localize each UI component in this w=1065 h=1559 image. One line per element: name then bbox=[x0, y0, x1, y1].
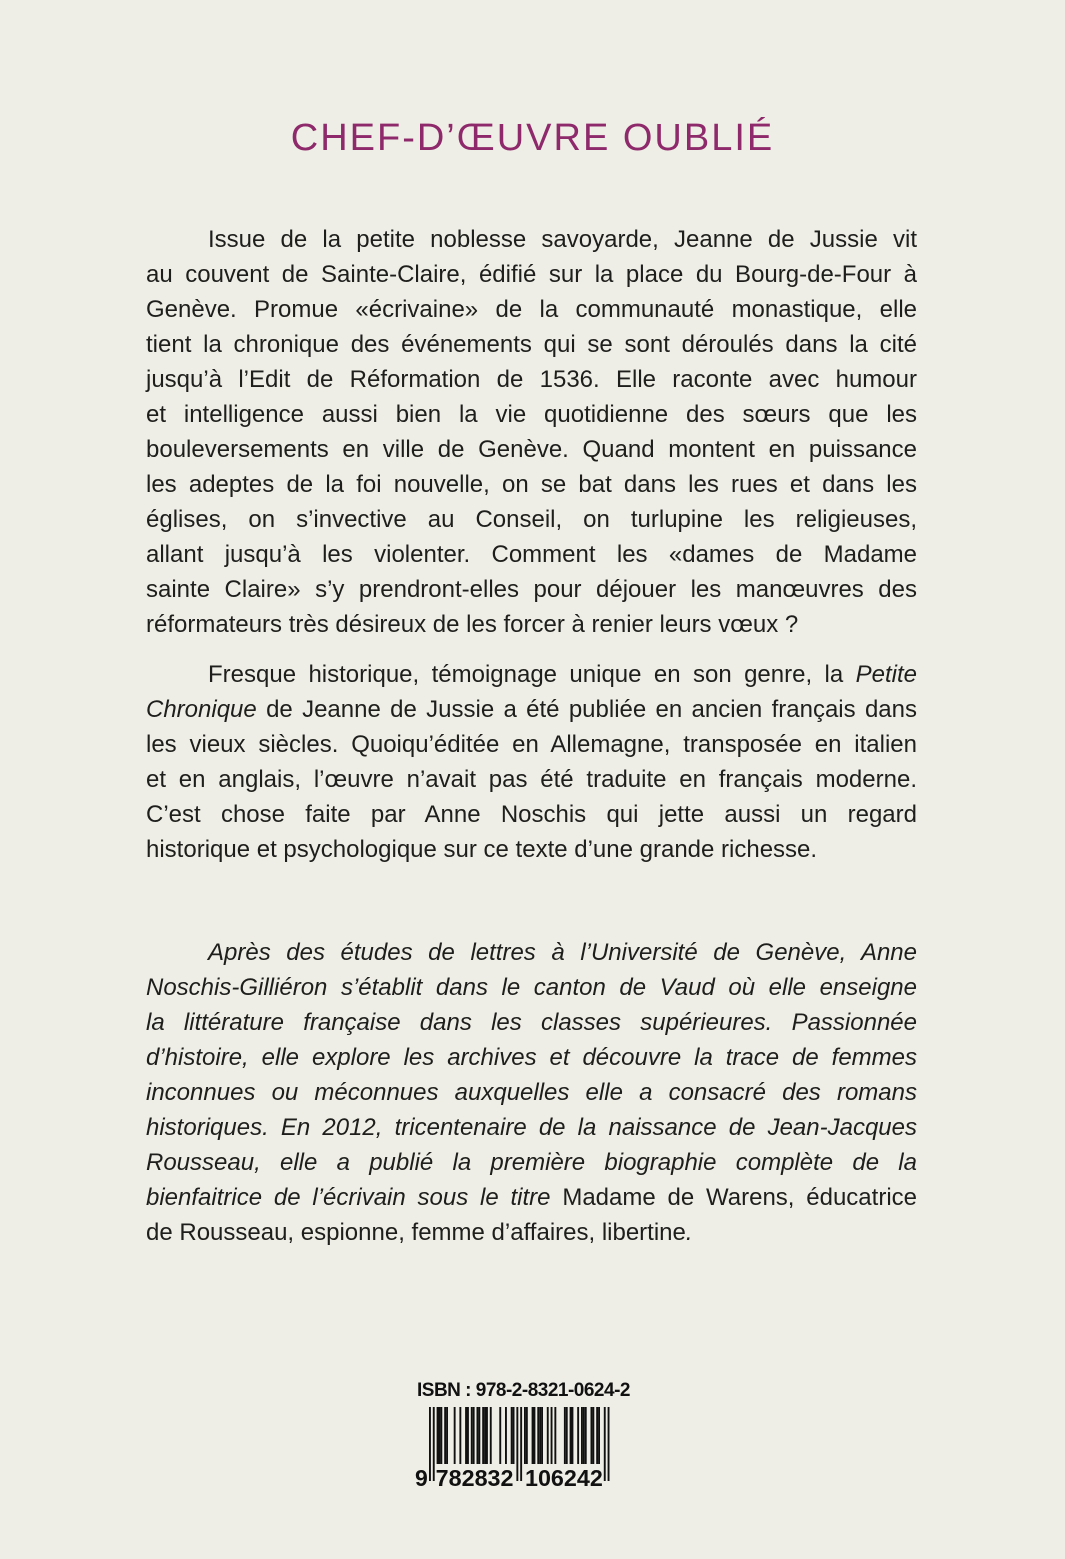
barcode-bar bbox=[499, 1407, 501, 1464]
text-run: Issue de la petite noblesse savoyarde, Jeanne de Jussie vit bbox=[208, 226, 917, 253]
text-line-content bbox=[146, 1075, 917, 1110]
barcode-guard-bar bbox=[429, 1407, 431, 1481]
barcode-guard-bar bbox=[608, 1407, 610, 1481]
text-run: et intelligence aussi bien la vie quotidienne des sœurs que les bbox=[146, 401, 917, 428]
barcode-bar bbox=[511, 1407, 513, 1464]
barcode-bar bbox=[532, 1407, 534, 1464]
italic-text: Petite bbox=[855, 661, 917, 688]
text-line bbox=[146, 432, 917, 467]
text-line-content bbox=[146, 537, 917, 572]
italic-text: historiques. En 2012, tricentenaire de la naissance de Jean-Jacques bbox=[146, 1114, 917, 1141]
text-line bbox=[146, 935, 917, 970]
italic-text: bienfaitrice de l’écrivain sous le titre bbox=[146, 1184, 563, 1211]
barcode-bar bbox=[467, 1407, 469, 1464]
text-run: Fresque historique, témoignage unique en son genre, la bbox=[208, 661, 856, 688]
text-line bbox=[146, 657, 917, 692]
barcode-bar bbox=[570, 1407, 572, 1464]
barcode-bar bbox=[482, 1407, 484, 1464]
barcode-bar bbox=[459, 1407, 461, 1464]
barcode-guard-bar bbox=[604, 1407, 606, 1481]
text-line-content bbox=[146, 727, 917, 762]
italic-text: . bbox=[685, 1219, 693, 1246]
text-line-content bbox=[146, 432, 917, 467]
back-cover-title: CHEF-D’ŒUVRE OUBLIÉ bbox=[290, 117, 775, 159]
isbn-barcode bbox=[414, 1406, 616, 1488]
barcode-guard-bar bbox=[520, 1407, 522, 1481]
text-run: églises, on s’invective au Conseil, on turlupine les religieuses, bbox=[146, 506, 917, 533]
text-line bbox=[146, 397, 917, 432]
text-run: bouleversements en ville de Genève. Quand montent en puissance bbox=[146, 436, 917, 463]
barcode-bar bbox=[592, 1407, 594, 1464]
author-bio-paragraph bbox=[146, 935, 917, 1250]
text-line bbox=[146, 1215, 917, 1250]
barcode-bar bbox=[596, 1407, 598, 1464]
text-run: allant jusqu’à les violenter. Comment les «dames de Madame bbox=[146, 541, 917, 568]
synopsis-paragraph-1 bbox=[146, 222, 917, 642]
isbn-label: ISBN : 978-2-8321-0624-2 bbox=[417, 1380, 630, 1401]
barcode-bar bbox=[446, 1407, 448, 1464]
text-line bbox=[146, 970, 917, 1005]
text-line bbox=[146, 1180, 917, 1215]
text-line-content bbox=[208, 935, 917, 970]
text-line bbox=[146, 1075, 917, 1110]
text-line bbox=[146, 762, 917, 797]
italic-text: Chronique bbox=[146, 696, 257, 723]
italic-text: la littérature française dans les classes supérieures. Passionnée bbox=[146, 1009, 917, 1036]
barcode-digits: 106242 bbox=[525, 1465, 603, 1488]
text-line bbox=[146, 292, 917, 327]
text-run: tient la chronique des événements qui se sont déroulés dans la cité bbox=[146, 331, 917, 358]
text-run: jusqu’à l’Edit de Réformation de 1536. Elle raconte avec humour bbox=[146, 366, 917, 393]
text-run: C’est chose faite par Anne Noschis qui jette aussi un regard bbox=[146, 801, 917, 828]
text-line-content bbox=[146, 762, 917, 797]
text-line bbox=[146, 1005, 917, 1040]
text-line bbox=[146, 257, 917, 292]
barcode-bar bbox=[564, 1407, 566, 1464]
text-run: sainte Claire» s’y prendront-elles pour déjouer les manœuvres des bbox=[146, 576, 917, 603]
barcode-digits: 9 bbox=[415, 1465, 428, 1488]
text-run: Madame de Warens, éducatrice bbox=[562, 1184, 917, 1211]
italic-text: Rousseau, elle a publié la première biographie complète de la bbox=[146, 1149, 917, 1176]
barcode-bar bbox=[477, 1407, 479, 1464]
barcode-bar bbox=[471, 1407, 473, 1464]
italic-text: Après des études de lettres à l’Université de Genève, Anne bbox=[208, 939, 917, 966]
text-line bbox=[146, 727, 917, 762]
text-line-content bbox=[146, 832, 817, 867]
barcode-bar bbox=[534, 1407, 536, 1464]
text-line bbox=[146, 327, 917, 362]
barcode-bar bbox=[554, 1407, 556, 1464]
text-line-content bbox=[146, 1180, 917, 1215]
italic-text: Noschis-Gilliéron s’établit dans le canton de Vaud où elle enseigne bbox=[146, 974, 917, 1001]
barcode-bar bbox=[505, 1407, 507, 1464]
text-line-content bbox=[146, 1040, 917, 1075]
text-run: les vieux siècles. Quoiqu’éditée en Allemagne, transposée en italien bbox=[146, 731, 917, 758]
text-line bbox=[146, 1110, 917, 1145]
text-run: et en anglais, l’œuvre n’avait pas été traduite en français moderne. bbox=[146, 766, 917, 793]
text-line bbox=[146, 502, 917, 537]
text-line-content bbox=[146, 327, 917, 362]
barcode-bar bbox=[454, 1407, 456, 1464]
italic-text: inconnues ou méconnues auxquelles elle a consacré des romans bbox=[146, 1079, 917, 1106]
barcode-bar bbox=[478, 1407, 480, 1464]
barcode-digits: 782832 bbox=[435, 1465, 514, 1488]
text-line-content bbox=[146, 397, 917, 432]
text-line bbox=[146, 572, 917, 607]
barcode-bar bbox=[551, 1407, 553, 1464]
barcode-bar bbox=[583, 1407, 585, 1464]
italic-text: d’histoire, elle explore les archives et découvre la trace de femmes bbox=[146, 1044, 917, 1071]
barcode-bar bbox=[541, 1407, 543, 1464]
text-line-content bbox=[146, 607, 798, 642]
barcode-bar bbox=[490, 1407, 492, 1464]
text-line-content bbox=[146, 1005, 917, 1040]
barcode-bar bbox=[473, 1407, 475, 1464]
text-line bbox=[146, 362, 917, 397]
synopsis-paragraph-2 bbox=[146, 657, 917, 867]
barcode-bar bbox=[547, 1407, 549, 1464]
barcode-bar bbox=[577, 1407, 579, 1464]
text-run: de Rousseau, espionne, femme d’affaires, libertine bbox=[146, 1219, 686, 1246]
barcode-bar bbox=[437, 1407, 439, 1464]
barcode-bar bbox=[465, 1407, 467, 1464]
barcode-bar bbox=[598, 1407, 600, 1464]
text-line-content bbox=[146, 970, 917, 1005]
text-run: de Jeanne de Jussie a été publiée en ancien français dans bbox=[256, 696, 917, 723]
text-line bbox=[146, 832, 917, 867]
text-run: au couvent de Sainte-Claire, édifié sur la place du Bourg-de-Four à bbox=[146, 261, 917, 288]
text-line-content bbox=[146, 797, 917, 832]
text-line-content bbox=[146, 1215, 693, 1250]
text-line bbox=[146, 692, 917, 727]
text-line bbox=[146, 1040, 917, 1075]
barcode-bar bbox=[581, 1407, 583, 1464]
text-line-content bbox=[146, 692, 917, 727]
barcode-bar bbox=[585, 1407, 587, 1464]
text-line bbox=[146, 222, 917, 257]
text-line-content bbox=[208, 222, 917, 257]
text-line bbox=[146, 467, 917, 502]
barcode-bar bbox=[513, 1407, 515, 1464]
text-line-content bbox=[146, 292, 917, 327]
text-line-content bbox=[146, 1110, 917, 1145]
text-run: historique et psychologique sur ce texte d’une grande richesse. bbox=[146, 836, 818, 863]
text-line bbox=[146, 537, 917, 572]
barcode-bar bbox=[484, 1407, 486, 1464]
text-line bbox=[146, 1145, 917, 1180]
text-line-content bbox=[146, 572, 917, 607]
barcode-bar bbox=[539, 1407, 541, 1464]
text-line-content bbox=[146, 257, 917, 292]
text-line bbox=[146, 607, 917, 642]
text-line-content bbox=[146, 1145, 917, 1180]
barcode-bar bbox=[524, 1407, 526, 1464]
barcode-bar bbox=[566, 1407, 568, 1464]
text-line-content bbox=[146, 467, 917, 502]
barcode-bar bbox=[537, 1407, 539, 1464]
barcode-bar bbox=[526, 1407, 528, 1464]
text-run: Genève. Promue «écrivaine» de la communauté monastique, elle bbox=[146, 296, 917, 323]
barcode-bar bbox=[591, 1407, 593, 1464]
barcode-bar bbox=[444, 1407, 446, 1464]
barcode-bar bbox=[439, 1407, 441, 1464]
barcode-bar bbox=[440, 1407, 442, 1464]
text-line-content bbox=[146, 502, 917, 537]
text-line-content bbox=[208, 657, 917, 692]
text-run: réformateurs très désireux de les forcer à renier leurs vœux ? bbox=[146, 611, 799, 638]
text-line bbox=[146, 797, 917, 832]
text-run: les adeptes de la foi nouvelle, on se bat dans les rues et dans les bbox=[146, 471, 917, 498]
barcode-bar bbox=[486, 1407, 488, 1464]
text-line-content bbox=[146, 362, 917, 397]
barcode-bar bbox=[572, 1407, 574, 1464]
barcode-guard-bar bbox=[433, 1407, 435, 1481]
barcode-guard-bar bbox=[516, 1407, 518, 1481]
